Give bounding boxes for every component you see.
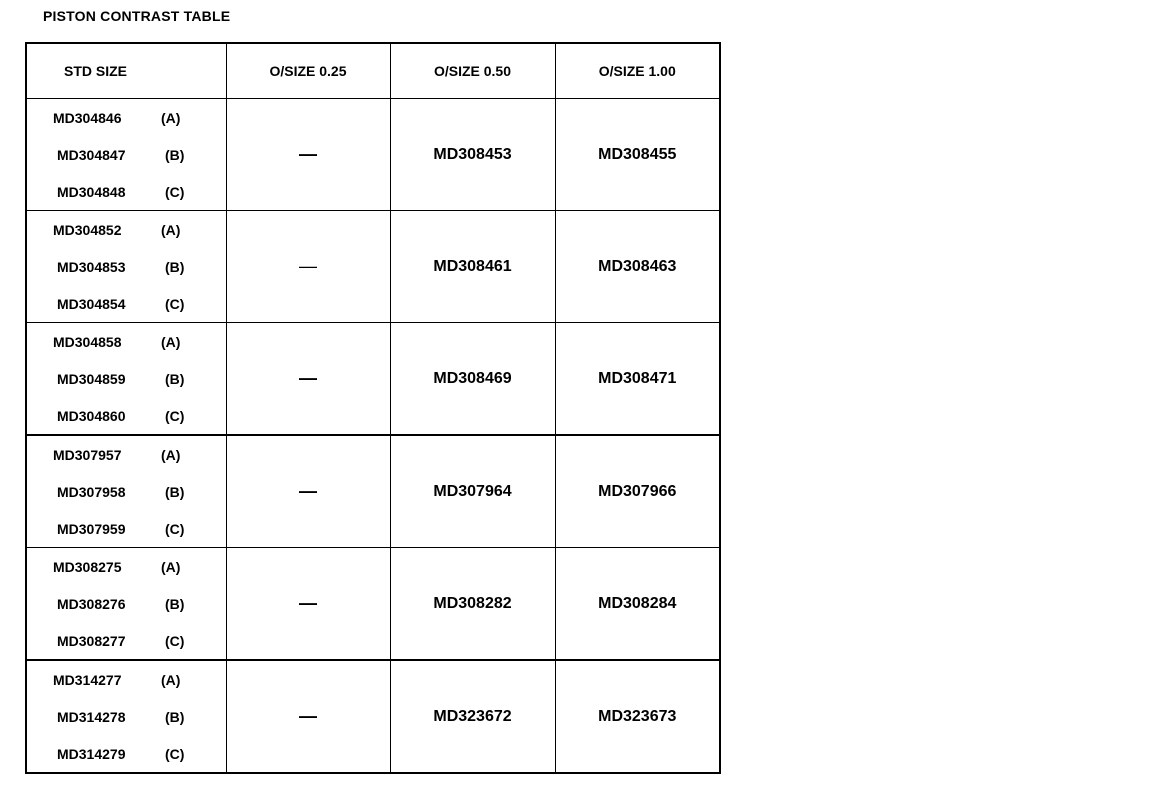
std-part-line — [27, 585, 226, 622]
std-part-number: MD304852 — [53, 221, 122, 238]
std-part-number: MD304846 — [53, 109, 122, 126]
std-part-number: MD314277 — [53, 671, 122, 688]
oversize-100-cell: MD307966 — [555, 435, 720, 548]
std-grade: (A) — [161, 333, 181, 350]
std-size-cell — [26, 211, 226, 323]
std-part-line — [27, 436, 226, 473]
std-part-number: MD314279 — [57, 745, 126, 762]
std-part-line — [27, 248, 226, 285]
std-part-line — [27, 360, 226, 397]
oversize-100-cell: MD308455 — [555, 99, 720, 211]
std-grade: (A) — [161, 558, 181, 575]
std-part-line — [27, 211, 226, 248]
std-size-cell — [26, 99, 226, 211]
std-grade: (A) — [161, 109, 181, 126]
std-grade: (C) — [165, 295, 185, 312]
std-size-cell — [26, 660, 226, 773]
std-size-cell — [26, 548, 226, 661]
table-row — [26, 660, 720, 773]
std-part-line — [27, 473, 226, 510]
std-part-number: MD314278 — [57, 708, 126, 725]
oversize-025-cell: — — [226, 660, 390, 773]
std-grade: (C) — [165, 632, 185, 649]
oversize-025-cell: — — [226, 435, 390, 548]
std-part-line — [27, 735, 226, 772]
oversize-050-cell: MD307964 — [390, 435, 555, 548]
std-part-number: MD304858 — [53, 333, 122, 350]
oversize-050-cell: MD308453 — [390, 99, 555, 211]
std-part-line — [27, 285, 226, 322]
std-grade: (B) — [165, 483, 185, 500]
std-part-number: MD304847 — [57, 146, 126, 163]
std-part-number: MD304853 — [57, 258, 126, 275]
std-part-line — [27, 173, 226, 210]
table-row — [26, 323, 720, 436]
page-title: PISTON CONTRAST TABLE — [43, 8, 231, 24]
std-grade: (C) — [165, 520, 185, 537]
std-size-cell — [26, 435, 226, 548]
std-part-line — [27, 548, 226, 585]
header-row — [26, 43, 720, 99]
oversize-025-cell: — — [226, 99, 390, 211]
std-size-cell — [26, 323, 226, 436]
table-row — [26, 99, 720, 211]
std-part-line — [27, 99, 226, 136]
std-part-number: MD304860 — [57, 407, 126, 424]
header-oversize-025: O/SIZE 0.25 — [226, 43, 390, 99]
std-part-line — [27, 510, 226, 547]
std-grade: (B) — [165, 146, 185, 163]
std-part-number: MD308275 — [53, 558, 122, 575]
header-oversize-050: O/SIZE 0.50 — [390, 43, 555, 99]
std-grade: (B) — [165, 595, 185, 612]
std-grade: (C) — [165, 407, 185, 424]
std-grade: (A) — [161, 671, 181, 688]
oversize-050-cell: MD308469 — [390, 323, 555, 436]
std-part-number: MD304854 — [57, 295, 126, 312]
std-part-line — [27, 397, 226, 434]
std-part-number: MD308277 — [57, 632, 126, 649]
std-part-number: MD304848 — [57, 183, 126, 200]
std-grade: (B) — [165, 258, 185, 275]
std-grade: (B) — [165, 370, 185, 387]
std-part-line — [27, 622, 226, 659]
oversize-025-cell: — — [226, 211, 390, 323]
oversize-100-cell: MD308471 — [555, 323, 720, 436]
std-part-line — [27, 661, 226, 698]
oversize-100-cell: MD308284 — [555, 548, 720, 661]
oversize-100-cell: MD308463 — [555, 211, 720, 323]
oversize-050-cell: MD323672 — [390, 660, 555, 773]
std-part-number: MD307959 — [57, 520, 126, 537]
oversize-100-cell: MD323673 — [555, 660, 720, 773]
std-part-line — [27, 136, 226, 173]
std-grade: (A) — [161, 446, 181, 463]
oversize-025-cell: — — [226, 548, 390, 661]
header-oversize-100: O/SIZE 1.00 — [555, 43, 720, 99]
table-row — [26, 211, 720, 323]
std-part-number: MD307958 — [57, 483, 126, 500]
header-std-size: STD SIZE — [26, 43, 226, 99]
oversize-050-cell: MD308282 — [390, 548, 555, 661]
std-grade: (A) — [161, 221, 181, 238]
std-grade: (C) — [165, 745, 185, 762]
oversize-025-cell: — — [226, 323, 390, 436]
std-grade: (C) — [165, 183, 185, 200]
table-row — [26, 435, 720, 548]
table-row — [26, 548, 720, 661]
piston-contrast-table — [25, 42, 721, 774]
std-part-line — [27, 323, 226, 360]
std-part-number: MD308276 — [57, 595, 126, 612]
std-part-line — [27, 698, 226, 735]
oversize-050-cell: MD308461 — [390, 211, 555, 323]
std-grade: (B) — [165, 708, 185, 725]
std-part-number: MD307957 — [53, 446, 122, 463]
std-part-number: MD304859 — [57, 370, 126, 387]
